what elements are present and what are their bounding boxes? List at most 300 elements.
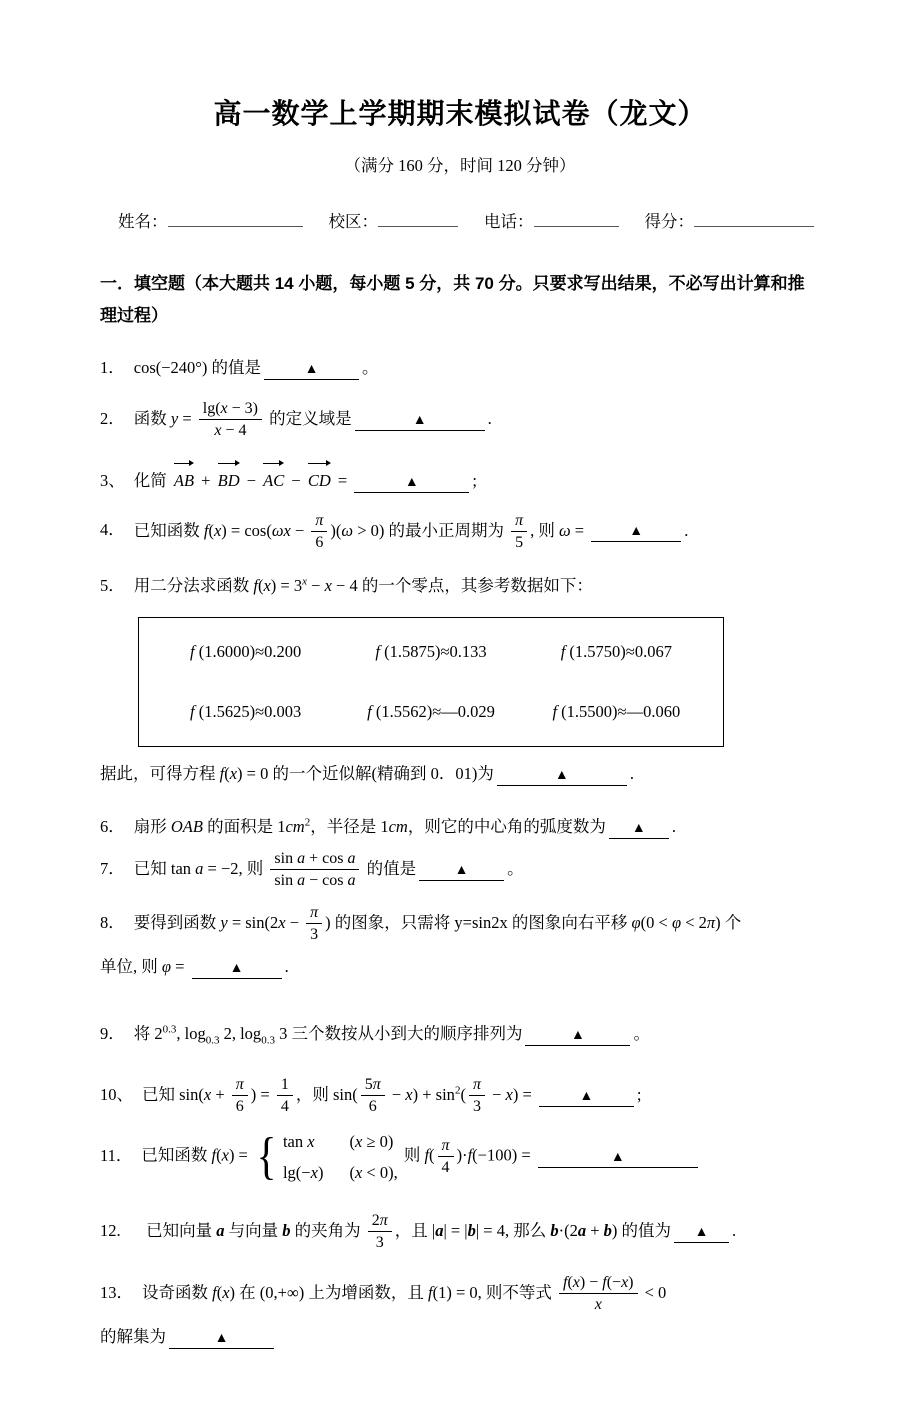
question-number: 3、 [100,471,125,491]
math-text: 。 [507,858,524,878]
question-8 [100,903,820,983]
math-variable: x [307,1132,315,1152]
math-text: ) = 3 [270,575,303,595]
math-variable: x [213,520,222,540]
reference-data-table [138,617,724,747]
math-variable: x [405,1084,413,1104]
info-field-3 [645,208,815,232]
info-field-blank-line [534,211,619,227]
question-5 [100,571,820,790]
question-4 [100,511,820,553]
math-text: (1.6000)≈0.200 [194,642,302,662]
math-text: 将 2 [133,1023,163,1043]
math-bold-vector-variable: a [577,1220,587,1240]
piecewise-function [254,1127,398,1185]
math-variable: x [621,1274,629,1292]
question-line [100,399,820,441]
math-fraction [469,1075,485,1117]
math-text: 5 [515,533,524,551]
page-title: 高一数学上学期期末模拟试卷（龙文） [213,98,707,129]
math-variable: f [190,702,195,722]
fraction-denominator [277,1096,293,1117]
math-variable: OAB [170,816,203,836]
math-text: ) + sin [412,1084,455,1104]
question-line [100,571,820,602]
math-text: − 4 的一个零点，其参考数据如下： [331,575,593,595]
vector-term [263,459,284,497]
info-field-0 [118,208,303,232]
math-text: (1.5500)≈—0.060 [557,702,681,722]
math-text: . [732,1220,737,1240]
math-text: 的定义域是 [265,408,352,428]
math-text: 0.3 [162,1023,177,1036]
question-line [100,459,820,497]
info-field-2 [484,208,619,232]
math-text: = [570,520,589,540]
fraction-denominator [368,1232,392,1253]
answer-blank: ▲ [539,1090,634,1107]
math-text: 6 [368,1098,377,1116]
math-variable: f [203,520,209,540]
math-variable: x [278,912,286,932]
math-variable: y [170,408,179,428]
answer-blank: ▲ [525,1029,630,1046]
math-variable: π [315,511,324,529]
math-variable: f [375,642,380,662]
math-text: − [285,912,304,932]
math-variable: cm [285,816,305,836]
math-text: 2 [304,816,311,829]
math-variable: π [235,1076,244,1094]
math-text: 0.3 [261,1033,275,1046]
math-text: )( [330,520,342,540]
math-text: + [211,1084,229,1104]
math-fraction [559,1273,638,1315]
cases-cell [283,1131,323,1152]
question-line [100,759,820,790]
answer-blank: ▲ [538,1151,698,1168]
reference-data-cell [524,642,709,662]
fraction-numerator [438,1136,454,1157]
vector-arrow-icon [263,463,281,464]
vector-term [218,459,240,497]
fraction-denominator [559,1294,638,1315]
math-text: − [487,1084,506,1104]
math-text: < 0 [640,1282,667,1302]
fraction-numerator [306,903,322,924]
question-number: 6． [100,816,125,836]
vector-arrow-icon [218,463,237,464]
math-text: . [671,816,676,836]
math-text: 单位, 则 [100,957,162,977]
math-text: ; [636,1084,642,1104]
math-text: ) = [228,1145,252,1165]
answer-blank: ▲ [169,1332,274,1349]
math-variable: φ [631,912,641,932]
vector-arrow-icon [308,463,328,464]
math-text: )· [456,1145,468,1165]
math-text: ) = 0 的一个近似解(精确到 0．01)为 [237,764,494,784]
math-text: ) = [250,1084,274,1104]
math-text: 6 [235,1098,244,1116]
math-text: ≥ 0) [362,1132,394,1152]
cases-grid [283,1131,398,1183]
math-variable: x [310,1162,318,1182]
cases-cell [349,1131,397,1152]
math-variable: x [263,575,271,595]
info-field-blank-line [168,211,303,227]
math-variable: f [190,642,195,662]
fraction-numerator [311,511,327,532]
math-text: − [242,471,261,491]
math-text: sin [274,872,298,890]
answer-blank: ▲ [609,822,669,839]
math-text: 据此，可得方程 [100,764,220,784]
math-fraction [511,511,527,553]
math-text: = [178,408,196,428]
question-1 [100,353,820,384]
math-text: | = 4, 那么 [475,1220,551,1240]
math-text: − 3) [227,400,259,418]
left-brace: { [256,1127,277,1185]
math-variable: y [220,912,228,932]
answer-blank: ▲ [419,864,504,881]
math-text: 2 [371,1212,380,1230]
math-text: ( [429,1145,435,1165]
math-text: ; [472,471,477,491]
question-line [100,952,820,983]
math-variable: f [602,1274,607,1292]
math-text: 3 [472,1098,481,1116]
math-text: ( [216,1282,223,1302]
question-number: 8． [100,912,125,932]
math-text: 要得到函数 [133,912,221,932]
math-variable: a [347,850,356,868]
math-variable: x [220,400,228,418]
info-field-1 [329,208,459,232]
math-text: 3 三个数按从小到大的顺序排列为 [274,1023,523,1043]
math-text: , 则 [530,520,560,540]
math-text: 函数 [133,408,171,428]
math-fraction [306,903,322,945]
math-variable: x [302,575,307,588]
math-variable: π [515,511,524,529]
math-variable: a [297,872,306,890]
math-variable: f [211,1145,217,1165]
math-text: 3 [310,926,319,944]
reference-data-cell [338,642,523,662]
math-variable: π [472,1076,481,1094]
question-line [100,849,820,891]
math-text: ，且 | [394,1220,436,1240]
math-text: ) 在 (0,+∞) 上为增函数，且 [229,1282,428,1302]
math-text: ) [628,1274,634,1292]
math-variable: x [324,575,332,595]
math-text: 2 [454,1084,461,1097]
math-variable: x [214,422,222,440]
math-variable: π [706,912,716,932]
vector-label: CD [307,471,331,491]
math-fraction [311,511,327,553]
math-text: + cos [305,850,348,868]
math-text: 已知 tan [133,858,196,878]
math-text: − 4 [221,422,247,440]
math-text: . [284,957,289,977]
vector-term [308,459,331,497]
math-fraction [361,1075,385,1117]
math-variable: x [354,1132,363,1152]
math-text: 5 [364,1076,373,1094]
math-text: = [171,957,189,977]
math-text: (1.5562)≈—0.029 [371,702,495,722]
math-text: (1.5625)≈0.003 [194,702,302,722]
math-text: 4 [280,1098,289,1116]
section-heading: 一．填空题（本大题共 14 小题，每小题 5 分，共 70 分。只要求写出结果，不必写出计算和推理过程） [100,274,805,326]
math-variable: x [221,1145,229,1165]
answer-blank: ▲ [355,414,485,431]
math-text: . [487,408,492,428]
math-text: ，半径是 1 [310,816,389,836]
reference-data-cell [524,702,709,722]
math-fraction [270,849,359,891]
question-line [100,812,820,843]
question-3 [100,459,820,497]
math-text: (1.5875)≈0.133 [379,642,487,662]
question-number: 2． [100,408,125,428]
reference-data-cell [153,642,338,662]
math-text: 已知 sin( [142,1084,204,1104]
math-variable: f [253,575,258,595]
math-text: 用二分法求函数 [133,575,254,595]
superscript [163,1023,177,1035]
answer-blank: ▲ [354,476,469,493]
fraction-denominator [199,420,262,441]
math-variable: f [427,1282,433,1302]
math-text: 2, log [219,1023,262,1043]
math-variable: a [297,850,306,868]
reference-data-cell [338,702,523,722]
question-11 [100,1127,820,1185]
math-text: 6 [315,533,324,551]
math-text: (0 < [640,912,672,932]
math-variable: φ [671,912,682,932]
math-bold-vector-variable: b [603,1220,612,1240]
math-bold-vector-variable: a [435,1220,444,1240]
math-text: ) 的值为 [611,1220,672,1240]
math-variable: φ [161,957,172,977]
info-field-label: 电话： [484,212,534,231]
math-text: . [684,520,689,540]
math-variable: π [372,1076,381,1094]
math-variable: π [441,1137,450,1155]
vector-term [174,459,194,497]
math-text: lg(− [282,1162,311,1182]
question-line [100,1322,820,1353]
math-text: + [586,1220,604,1240]
math-variable: a [195,858,204,878]
fraction-denominator [361,1096,385,1117]
math-text: 已知向量 [146,1220,217,1240]
math-text: ( [224,764,230,784]
math-text: , log [176,1023,206,1043]
math-text: 的解集为 [100,1327,166,1347]
question-10 [100,1075,820,1117]
fraction-numerator [270,849,359,870]
math-text: 的夹角为 [290,1220,365,1240]
math-text: tan [282,1132,308,1152]
math-text: 。 [362,357,379,377]
math-variable: cm [388,816,408,836]
answer-blank: ▲ [192,962,282,979]
question-12 [100,1211,820,1253]
math-text: 1 [280,1076,289,1094]
info-field-label: 校区： [328,212,378,231]
cases-cell [283,1162,323,1183]
math-fraction [232,1075,248,1117]
question-line [100,1019,820,1050]
math-text: cos(−240°) 的值是 [133,357,262,377]
info-field-blank-line [694,211,814,227]
math-variable: f [560,642,566,662]
math-text: < 2 [681,912,707,932]
math-variable: f [219,764,225,784]
math-text: − cos [305,872,348,890]
vector-label: BD [217,471,240,491]
math-variable: f [563,1274,568,1292]
math-text: 设奇函数 [142,1282,213,1302]
answer-blank: ▲ [264,363,359,380]
question-line [100,1127,820,1185]
fraction-denominator [270,870,359,891]
question-line [100,511,820,553]
math-text: | = | [443,1220,468,1240]
fraction-numerator [368,1211,392,1232]
question-number: 12. [100,1220,138,1240]
page-subtitle: （满分 160 分，时间 120 分钟） [344,156,576,175]
math-variable: x [594,1296,602,1314]
math-text: ( [349,1162,355,1182]
info-field-blank-line [378,211,458,227]
question-line [100,1273,820,1315]
math-text: . [629,764,634,784]
math-variable: ωx [271,520,291,540]
math-variable: f [424,1145,430,1165]
math-text: 的值是 [362,858,417,878]
question-13 [100,1273,820,1353]
math-text: ( [349,1132,355,1152]
math-text: − [287,471,305,491]
vector-arrow-icon [174,463,191,464]
answer-blank: ▲ [497,769,627,786]
vector-label: AB [173,471,195,491]
question-6 [100,812,820,843]
math-text: ( [460,1084,466,1104]
subscript [206,1034,220,1046]
fraction-denominator [306,924,322,945]
math-text: ) = cos( [221,520,272,540]
math-variable: x [505,1084,513,1104]
question-number: 4． [100,520,125,540]
math-fraction [199,399,262,441]
math-text: 。 [633,1023,650,1043]
math-text: 4 [441,1159,450,1177]
question-number: 5． [100,575,125,595]
fraction-numerator [469,1075,485,1096]
math-text: 3 [375,1234,384,1252]
math-text: ( [257,575,264,595]
question-line [100,353,820,384]
math-variable: π [379,1212,388,1230]
math-variable: x [203,1084,212,1104]
fraction-denominator [469,1096,485,1117]
info-field-label: 得分： [644,212,694,231]
math-text: ( [208,520,214,540]
math-variable: x [572,1274,580,1292]
math-bold-vector-variable: b [467,1220,476,1240]
math-text: ·(2 [558,1220,578,1240]
cases-cell [349,1162,397,1183]
math-text: (1.5750)≈0.067 [565,642,672,662]
math-variable: π [310,904,319,922]
math-text: 化简 [133,471,171,491]
student-info-row [118,208,820,232]
math-bold-vector-variable: b [282,1220,291,1240]
answer-blank: ▲ [591,525,681,542]
math-text: 则 [399,1145,425,1165]
math-variable: ω [341,520,354,540]
question-9 [100,1019,820,1050]
fraction-denominator [232,1096,248,1117]
math-text: > 0) 的最小正周期为 [353,520,509,540]
math-text: 的面积是 1 [202,816,286,836]
math-text: (− [606,1274,622,1292]
answer-blank: ▲ [674,1226,729,1243]
math-variable: x [222,1282,230,1302]
math-text: lg( [202,400,221,418]
math-fraction [438,1136,454,1178]
math-text: ，则 sin( [295,1084,358,1104]
math-bold-vector-variable: a [216,1220,225,1240]
math-variable: f [467,1145,473,1165]
reference-data-cell [153,702,338,722]
math-variable: f [212,1282,217,1302]
math-text: ) [317,1162,324,1182]
questions-list [100,353,820,1353]
vector-label: AC [263,471,285,491]
question-number: 1． [100,357,125,377]
math-text: 与向量 [224,1220,283,1240]
math-text: (1) = 0, 则不等式 [432,1282,556,1302]
math-variable: a [347,872,356,890]
math-variable: x [354,1162,363,1182]
question-2 [100,399,820,441]
question-number: 11． [100,1145,133,1165]
question-line [100,1075,820,1117]
fraction-numerator [361,1075,385,1096]
question-7 [100,849,820,891]
math-text: 扇形 [133,816,171,836]
fraction-numerator [232,1075,248,1096]
math-text: ，则它的中心角的弧度数为 [407,816,606,836]
question-number: 7． [100,858,125,878]
math-text: ) − [579,1274,603,1292]
fraction-numerator [559,1273,638,1294]
math-variable: x [229,764,238,784]
math-text: ( [567,1274,573,1292]
math-variable: f [552,702,558,722]
math-text: − [387,1084,406,1104]
math-text: = [333,471,352,491]
